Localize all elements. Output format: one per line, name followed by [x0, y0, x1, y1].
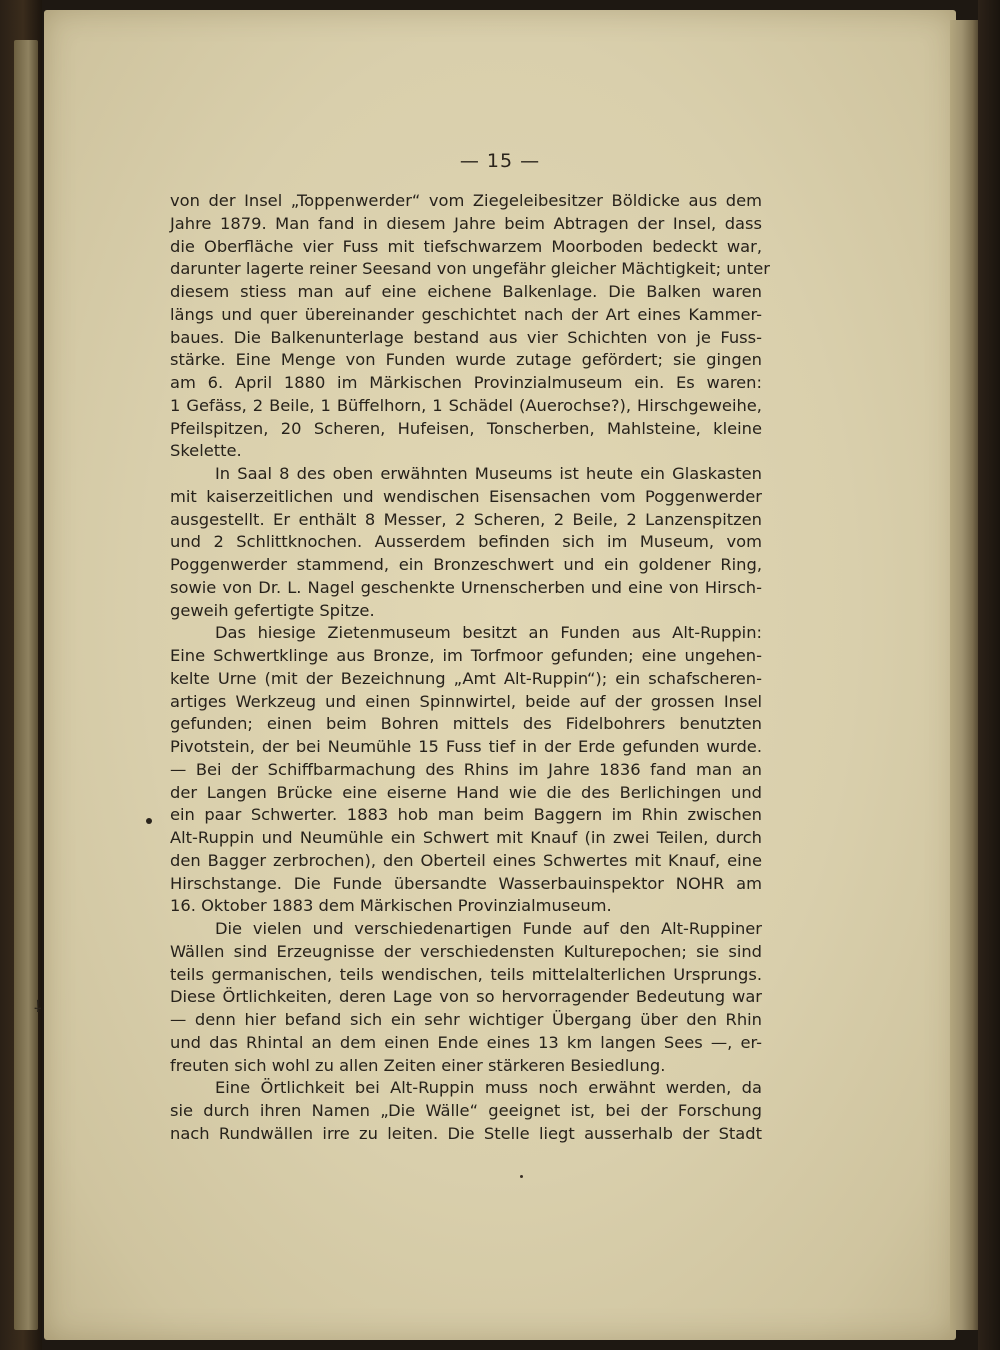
text-line: ein paar Schwerter. 1883 hob man beim Baggern im Rhin zwischen — [170, 805, 762, 825]
text-line: den Bagger zerbrochen), den Oberteil eines Schwertes mit Knauf, eine — [170, 850, 762, 870]
text-line: — Bei der Schiffbarmachung des Rhins im Jahre 1836 fand man an — [170, 759, 762, 779]
text-line: sowie von Dr. L. Nagel geschenkte Urnenscherben und eine von Hirsch- — [170, 577, 762, 597]
text-line: Pivotstein, der bei Neumühle 15 Fuss tief in der Erde gefunden wurde. — [170, 737, 762, 756]
text-line: baues. Die Balkenunterlage bestand aus vier Schichten von je Fuss- — [170, 327, 762, 347]
text-line: Die vielen und verschiedenartigen Funde auf den Alt-Ruppiner — [215, 919, 762, 938]
text-line: artiges Werkzeug und einen Spinnwirtel, beide auf der grossen Insel — [170, 691, 762, 711]
text-line: die Oberfläche vier Fuss mit tiefschwarzem Moorboden bedeckt war, — [170, 236, 762, 256]
page-number: — 15 — — [459, 150, 541, 172]
ink-speck — [520, 1175, 523, 1178]
text-line: In Saal 8 des oben erwähnten Museums ist heute ein Glaskasten — [215, 464, 762, 483]
text-line: Das hiesige Zietenmuseum besitzt an Funden aus Alt-Ruppin: — [215, 623, 762, 643]
page-stack-edge — [950, 20, 980, 1330]
text-line: Skelette. — [170, 441, 242, 461]
text-line: Pfeilspitzen, 20 Scheren, Hufeisen, Tonscherben, Mahlsteine, kleine — [170, 418, 762, 438]
text-line: 1 Gefäss, 2 Beile, 1 Büffelhorn, 1 Schädel (Auerochse?), Hirschgeweihe, — [170, 395, 762, 415]
text-line: gefunden; einen beim Bohren mittels des Fidelbohrers benutzten — [170, 714, 762, 734]
text-line: der Langen Brücke eine eiserne Hand wie die des Berlichingen und — [170, 782, 762, 802]
text-line: teils germanischen, teils wendischen, teils mittelalterlichen Ursprungs. — [170, 964, 762, 984]
text-line: ausgestellt. Er enthält 8 Messer, 2 Scheren, 2 Beile, 2 Lanzenspitzen — [170, 509, 762, 529]
left-page-edge — [14, 40, 38, 1330]
text-line: Wällen sind Erzeugnisse der verschiedensten Kulturepochen; sie sind — [170, 941, 762, 961]
body-text — [170, 190, 771, 1146]
text-line: mit kaiserzeitlichen und wendischen Eisensachen vom Poggenwerder — [170, 486, 762, 506]
text-line: Alt-Ruppin und Neumühle ein Schwert mit Knauf (in zwei Teilen, durch — [170, 828, 762, 847]
text-line: sie durch ihren Namen „Die Wälle“ geeignet ist, bei der Forschung — [170, 1101, 762, 1120]
text-line: 16. Oktober 1883 dem Märkischen Provinzialmuseum. — [170, 896, 612, 916]
text-line: Jahre 1879. Man fand in diesem Jahre beim Abtragen der Insel, dass — [170, 213, 762, 233]
text-line: und das Rhintal an dem einen Ende eines 13 km langen Sees —, er- — [170, 1032, 762, 1052]
text-line: Eine Schwertklinge aus Bronze, im Torfmoor gefunden; eine ungehen- — [170, 646, 762, 665]
text-line: kelte Urne (mit der Bezeichnung „Amt Alt-Ruppin“); ein schafscheren- — [170, 668, 762, 688]
text-line: Eine Örtlichkeit bei Alt-Ruppin muss noch erwähnt werden, da — [215, 1078, 762, 1098]
text-line: und 2 Schlittknochen. Ausserdem befinden sich im Museum, vom — [170, 532, 762, 552]
right-binding — [978, 0, 1000, 1350]
text-line: — denn hier befand sich ein sehr wichtiger Übergang über den Rhin — [170, 1010, 762, 1029]
text-line: freuten sich wohl zu allen Zeiten einer stärkeren Besiedlung. — [170, 1055, 666, 1075]
text-line: längs und quer übereinander geschichtet nach der Art eines Kammer- — [170, 304, 762, 324]
text-line: Poggenwerder stammend, ein Bronzeschwert und ein goldener Ring, — [170, 555, 762, 574]
margin-bullet-mark — [146, 818, 152, 824]
text-line: nach Rundwällen irre zu leiten. Die Stelle liegt ausserhalb der Stadt — [170, 1123, 762, 1143]
text-line: diesem stiess man auf eine eichene Balkenlage. Die Balken waren — [170, 282, 762, 301]
text-line: darunter lagerte reiner Seesand von ungefähr gleicher Mächtigkeit; unter — [170, 259, 771, 279]
text-line: stärke. Eine Menge von Funden wurde zutage gefördert; sie gingen — [170, 350, 762, 370]
text-line: geweih gefertigte Spitze. — [170, 600, 375, 620]
margin-pencil-mark: ⸸ — [34, 997, 42, 1016]
text-line: Hirschstange. Die Funde übersandte Wasserbauinspektor NOHR am — [170, 873, 762, 893]
text-line: am 6. April 1880 im Märkischen Provinzialmuseum ein. Es waren: — [170, 373, 762, 392]
text-line: Diese Örtlichkeiten, deren Lage von so hervorragender Bedeutung war — [170, 987, 762, 1007]
text-line: von der Insel „Toppenwerder“ vom Ziegeleibesitzer Böldicke aus dem — [170, 191, 762, 210]
